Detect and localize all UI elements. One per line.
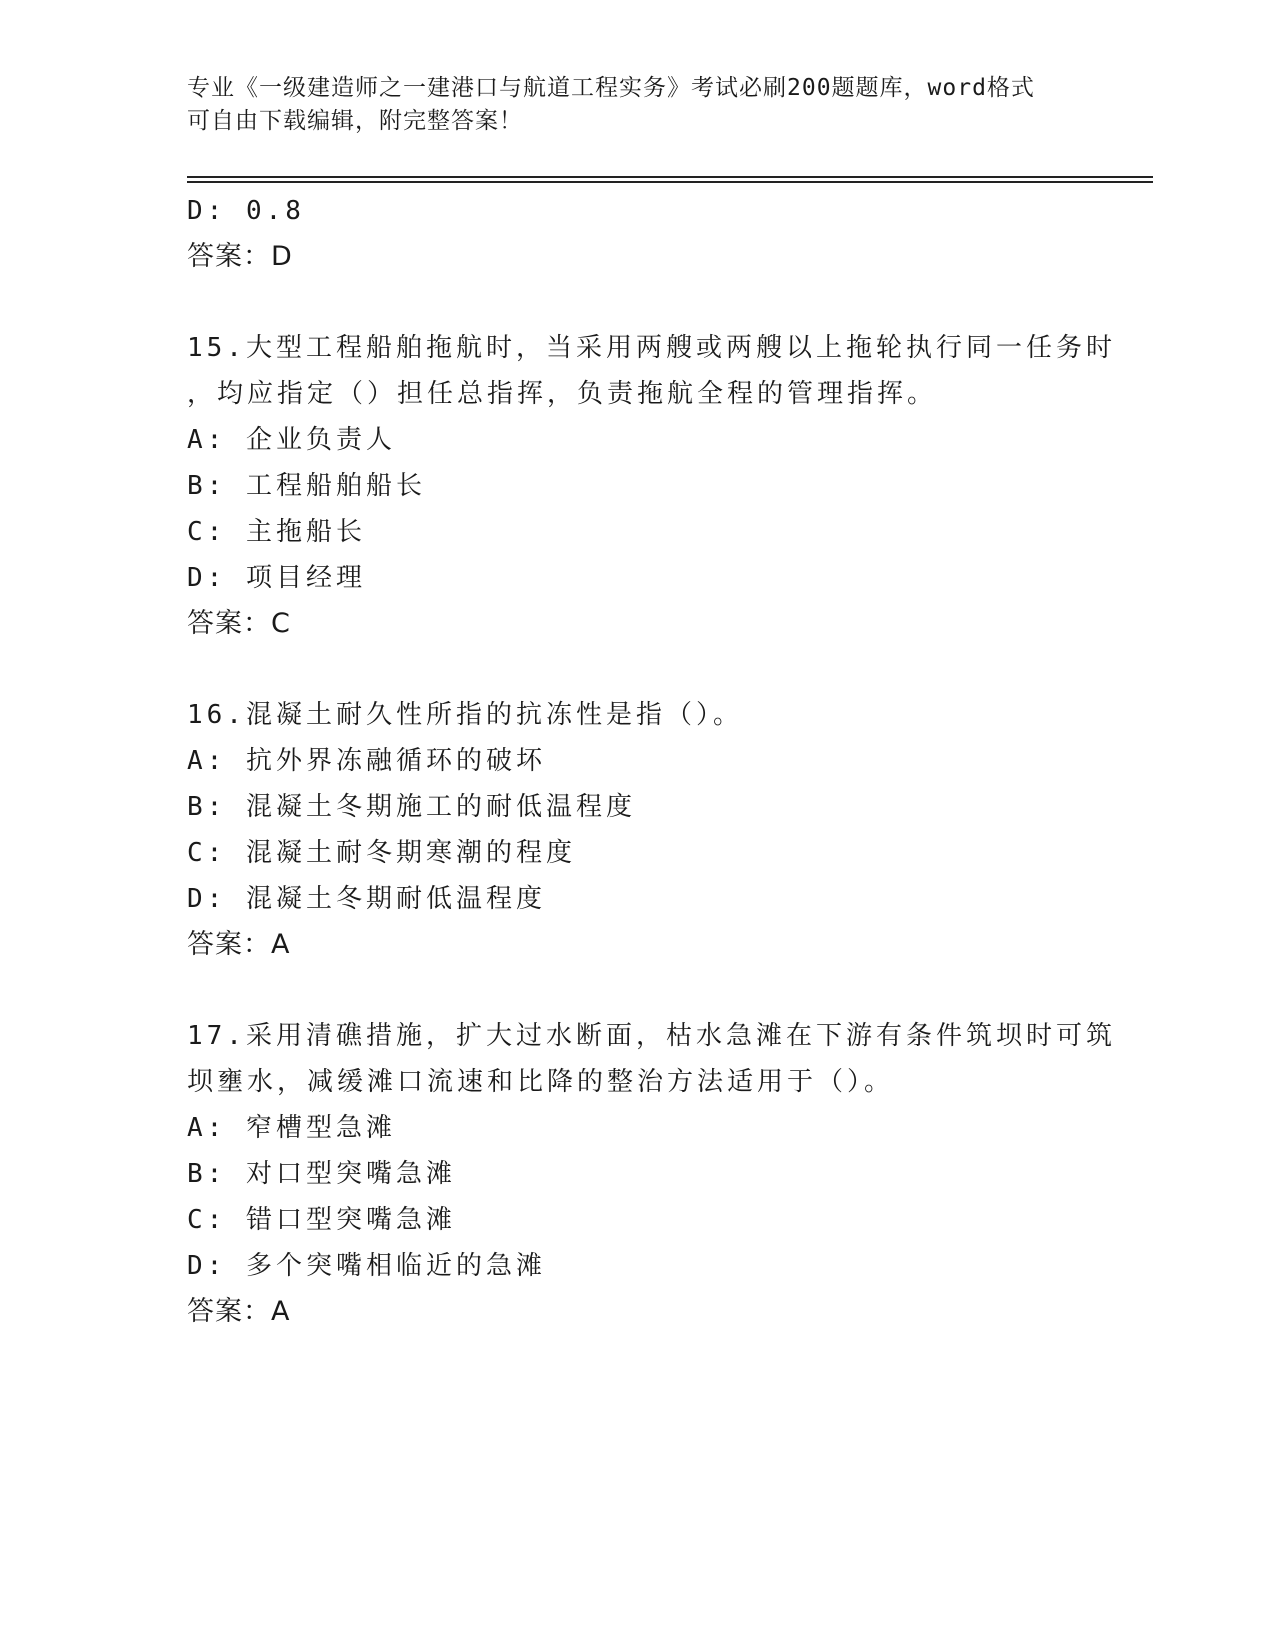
option-a: A: 窄槽型急滩 xyxy=(187,1113,396,1143)
document-header xyxy=(187,72,1087,138)
question-gap xyxy=(187,647,1087,692)
option-d: D: 项目经理 xyxy=(187,563,366,593)
header-line-2: 可自由下载编辑，附完整答案！ xyxy=(187,108,523,134)
header-line-1: 专业《一级建造师之一建港口与航道工程实务》考试必刷200题题库，word格式 xyxy=(187,75,1035,101)
prev-answer: 答案：D xyxy=(187,241,293,272)
question-text-line-1: 17.采用清礁措施，扩大过水断面，枯水急滩在下游有条件筑坝时可筑 xyxy=(187,1021,1116,1051)
question-17 xyxy=(187,1013,1116,1335)
option-a: A: 企业负责人 xyxy=(187,425,396,455)
question-list xyxy=(187,188,1116,1335)
option-c: C: 主拖船长 xyxy=(187,517,366,547)
prev-option-d: D: 0.8 xyxy=(187,196,305,226)
option-a: A: 抗外界冻融循环的破坏 xyxy=(187,746,546,776)
option-b: B: 混凝土冬期施工的耐低温程度 xyxy=(187,792,636,822)
option-b: B: 对口型突嘴急滩 xyxy=(187,1159,456,1189)
answer: 答案：A xyxy=(187,1296,291,1327)
option-d: D: 混凝土冬期耐低温程度 xyxy=(187,884,546,914)
question-text-line-1: 16.混凝土耐久性所指的抗冻性是指（）。 xyxy=(187,700,743,730)
header-rule-top xyxy=(187,176,1153,178)
option-c: C: 混凝土耐冬期寒潮的程度 xyxy=(187,838,576,868)
option-d: D: 多个突嘴相临近的急滩 xyxy=(187,1251,546,1281)
question-15 xyxy=(187,325,1116,647)
question-text-line-2: ，均应指定（）担任总指挥，负责拖航全程的管理指挥。 xyxy=(187,379,938,409)
answer: 答案：A xyxy=(187,929,291,960)
question-gap xyxy=(187,968,1087,1013)
option-b: B: 工程船舶船长 xyxy=(187,471,426,501)
question-text-line-1: 15.大型工程船舶拖航时，当采用两艘或两艘以上拖轮执行同一任务时 xyxy=(187,333,1116,363)
question-gap xyxy=(187,280,1087,325)
option-c: C: 错口型突嘴急滩 xyxy=(187,1205,456,1235)
question-16 xyxy=(187,692,1087,968)
header-rule-bottom xyxy=(187,181,1153,183)
answer: 答案：C xyxy=(187,608,291,639)
question-text-line-2: 坝壅水，减缓滩口流速和比降的整治方法适用于（）。 xyxy=(187,1067,895,1097)
